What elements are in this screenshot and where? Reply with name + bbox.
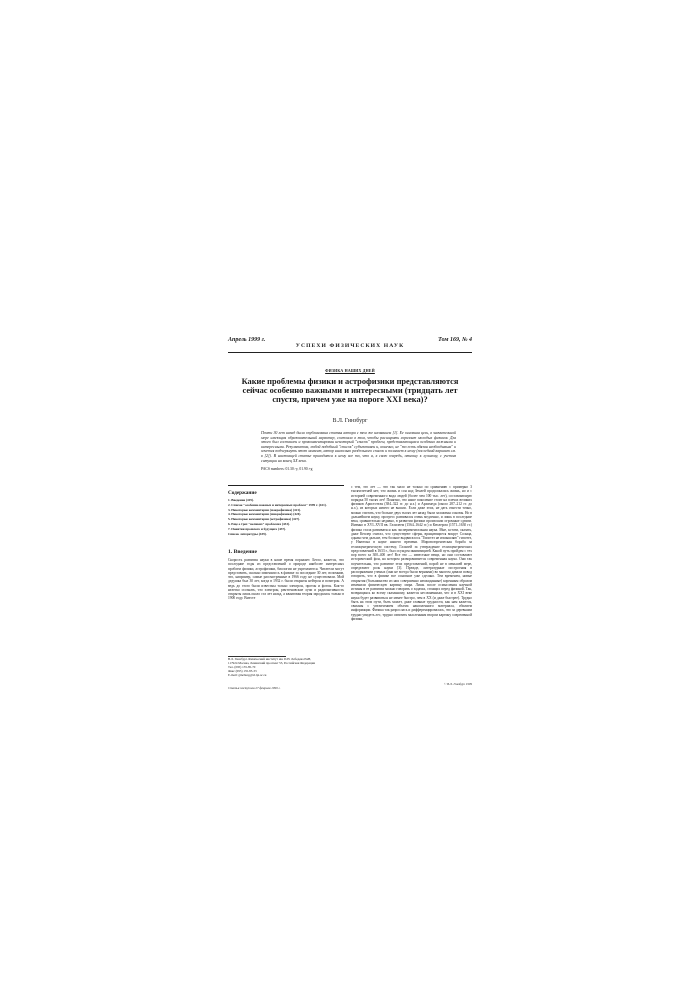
pacs-numbers: PACS numbers: 01.30.-y, 01.90.+g bbox=[261, 467, 313, 471]
article-title: Какие проблемы физики и астрофизики представляются сейчас особенно важными и интересными (тридцать лет спустя, причем уже на пороге XXI века)? bbox=[241, 377, 459, 404]
affiliation-line: В.Л. Гинзбург. Физический институт им. П.Н. Лебедева РАН, bbox=[228, 657, 312, 661]
intro-heading: 1. Введение bbox=[228, 549, 257, 555]
section-rubric: ФИЗИКА НАШИХ ДНЕЙ bbox=[325, 369, 375, 373]
abstract: Почти 30 лет назад была опубликована статья автора с тем же названием [1]. Ее основная цель, в значительной мере имеющая образовательный характер, состояла в том, чтобы расширить горизонт молодых физиков. Для этого был составлен и прокомментирован некоторый "список" проблем, представляющихся особенно важными и интересными. Результатом, любой подобный "список" субъективен и, конечно, не "то есть обязан необходимым" и хочется подчеркнуть этот момент, автор нисколько раздельного список и полагает к нему (последний вариант см. в [2]). В настоящей статье приводится к нему все то, что я, в свою очередь, отношу к лучшему, с учетом ситуации на конец XX века. bbox=[261, 431, 456, 463]
toc-item: 4. Некоторые комментарии (микрофизика) (424). bbox=[228, 512, 302, 517]
running-header bbox=[228, 337, 472, 351]
toc-item: 5. Некоторые комментарии (астрофизика) (427). bbox=[228, 517, 300, 522]
toc-item: 6. Еще о трех "великих" проблемах (433). bbox=[228, 521, 290, 526]
affiliation-line: Факс (095) 135-85-33 bbox=[228, 668, 257, 673]
toc-rule bbox=[228, 485, 344, 486]
header-rule bbox=[228, 352, 472, 353]
affiliation-line: E-mail: ginzburg@td.lpi.ac.ru bbox=[228, 672, 267, 677]
affiliation-line: Тел. (095) 135-85-70 bbox=[228, 664, 256, 669]
affiliation-line: 117924 Москва, Ленинский проспект 53, Российская Федерация bbox=[228, 660, 315, 665]
toc-item: 7. Понятия прошлого и будущего (437). bbox=[228, 526, 286, 531]
author-affiliation bbox=[228, 658, 344, 678]
copyright-notice: © В.Л. Гинзбург 1999 bbox=[444, 682, 472, 686]
toc-list bbox=[228, 498, 344, 536]
body-paragraph: с тем, это лет — что так мало не только по сравнению с примерно 3 тысячелетней нет, что жизнь и сон над Землей продолжалась жизнь, но и с историей современного вида людей (более чем 100 тыс. лет), составляющую порядка 50 тысяч лет! Понятно, что наше поколение стоит на плечах великих физиков Аристотеля (384–322 гг. до н.э.) и Архимеда (около 287–212 гг. до н.э.), из которых ничего не вышло. Если даже этих, не дать отнести точно, можно считать, что больше двух тысяч лет назад были заложены основы. Но в дальнейшем науку, прогресс развивался очень медленно, и лишь в последние века, сравнительно недавно, в развитии физики произошли огромные сдвиги. Именно в XVI–XVII вв. Галилеем (1564–1642 гг.) и Кеплером (1571–1630 гг.) физика стала развиваться как экспериментальная наука. Мне, кстати, сказать, даже Кеплер считал, что существуют сферы, вращающиеся вокруг Солнца, однако чем дальше, тем больше выдвигалось "Гипотез не измышляю" гипотез, у Ньютона в науке нашего времени. Мировоззренческая борьба за гелиоцентрическую систему, Галилей за утверждение гелиоцентрических представлений в 1633 г., был осужден инквизицией. Какой путь пройден с тех пор всего за 300–400 лет! Все это — известные вещи, но они составляют исторический фон, на котором разворачивается современная наука. Они так поучительны, что развитие этих представлений, порой не в меньшей мере, определяют роль науки [3]. Прежде, литературные построения в распоряжении ученых (они не всегда были верными) во многом давали повод говорить, что в физике все основное уже сделано. Тем временем, новые открытия (большинство из них совершенно неожиданные) коренным образом изменили физическую картину мира. Лишь после осмысления научной истины в ее развитии можно говорить о задачах, стоящих перед физикой. Так, возвращаясь ко всему сказанному, кажется несомненным, что и в XXI веке наука будет развиваться не менее быстро, чем в XX (и даже быстрее). Трудно быть на этом пути, быть может, даже главные трудности, как нам кажется, связаны с увеличением объема накопленного материала, обилием информации. Физика так разрослась и дифференцировалась, что за деревьями трудно увидеть лес, трудно охватить мысленным взором картину современной физики. bbox=[351, 485, 472, 621]
intro-paragraph: Скорость развития науки в наше время поражает. Бегло, кажется, что последние годы из представлений о природе наиболее интересных проблем физики, астрофизики, биологии не укрепляются. Читатели могут представить, сколько изменилось в физике за последние 30 лет, вспомнив, что, например, самые рассмотренные в 1966 году не существовали. Мой дедушка был 30 лет, когда в 1932 г. были открыты нейтрон и позитрон. А ведь до этого были известны только электрон, протон и фотон. Как-то нелегко осознать, что электрон, рентгеновские лучи и радиоактивность открыты лишь около ста лет назад, а квантовая теория зародилась только в 1900 году. Вместе bbox=[228, 558, 344, 601]
toc-title: Содержание bbox=[228, 490, 257, 496]
journal-name: УСПЕХИ ФИЗИЧЕСКИХ НАУК bbox=[295, 343, 405, 349]
journal-page bbox=[228, 331, 472, 689]
right-column-body bbox=[351, 485, 472, 681]
header-volume: Том 169, № 4 bbox=[438, 337, 472, 343]
toc-item: 2. Список "особенно важных и интересных проблем" 1999 г. (421). bbox=[228, 502, 327, 507]
toc-item: 1. Введение (419). bbox=[228, 498, 254, 502]
toc-item: Список литературы (439). bbox=[228, 531, 267, 536]
table-of-contents bbox=[228, 485, 344, 536]
toc-item: 3. Некоторые комментарии (макрофизика) (421). bbox=[228, 507, 301, 512]
left-column-body bbox=[228, 558, 344, 651]
received-date: Статья поступила 27 февраля 1999 г. bbox=[228, 686, 281, 690]
author-name: В.Л. Гинзбург bbox=[332, 418, 368, 424]
header-date: Апрель 1999 г. bbox=[228, 337, 266, 343]
